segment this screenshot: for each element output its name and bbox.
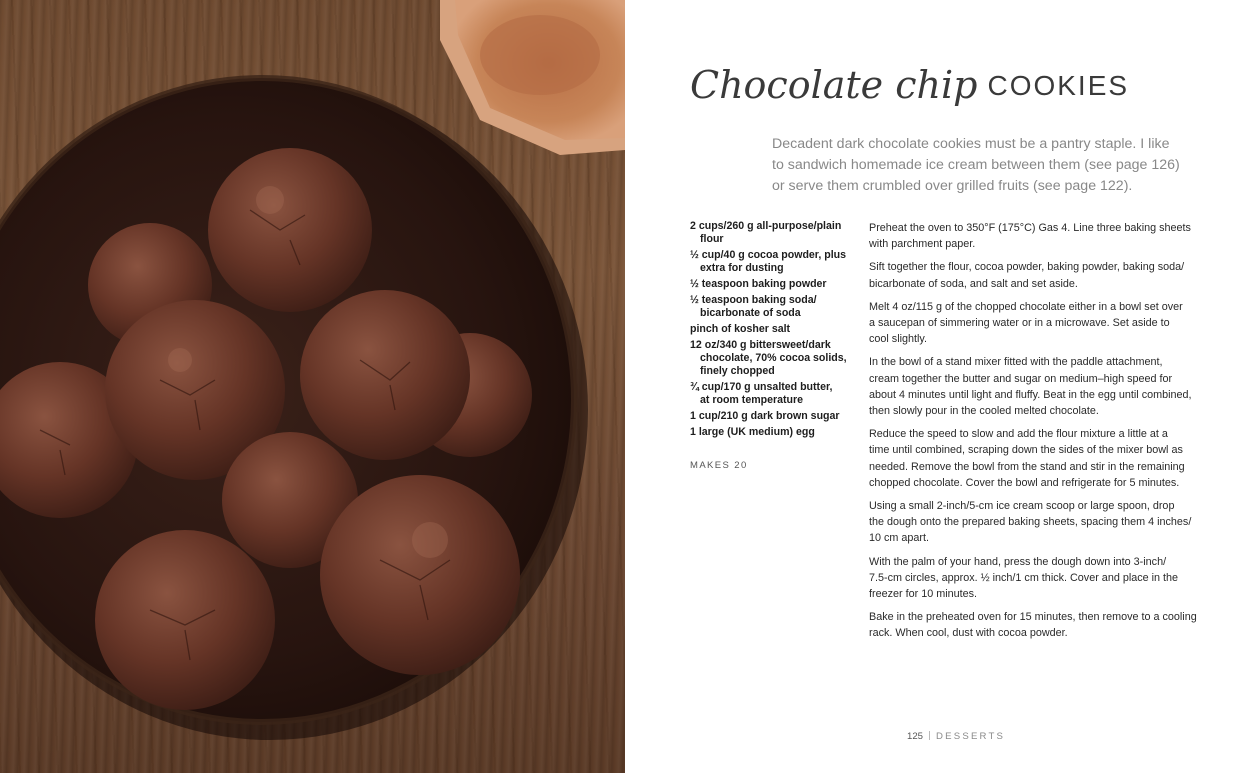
ingredient-item (690, 410, 860, 423)
method-line: with parchment paper. (869, 238, 976, 251)
ingredient-line: 12 oz/340 g bittersweet/dark (690, 339, 831, 351)
recipe-intro (772, 134, 1192, 197)
method-step (869, 354, 1219, 419)
ingredient-line: extra for dusting (700, 262, 784, 274)
method-steps (869, 220, 1219, 649)
method-line: Using a small 2-inch/5-cm ice cream scoop or large spoon, drop (869, 500, 1175, 513)
method-line: then slowly pour in the cooled melted chocolate. (869, 405, 1099, 418)
ingredient-line: ¾ cup/170 g unsalted butter, (690, 381, 833, 393)
ingredient-line: pinch of kosher salt (690, 323, 791, 335)
method-line: about 4 minutes until light and fluffy. Beat in the egg until combined, (869, 388, 1192, 401)
ingredient-item (690, 278, 860, 291)
method-line: 10 cm apart. (869, 532, 930, 545)
method-step (869, 259, 1219, 291)
section-name: DESSERTS (936, 731, 1006, 742)
ingredient-line: ½ cup/40 g cocoa powder, plus (690, 249, 847, 261)
ingredient-line: ½ teaspoon baking powder (690, 278, 827, 290)
method-step (869, 498, 1219, 547)
method-line: In the bowl of a stand mixer fitted with the paddle attachment, (869, 356, 1163, 369)
ingredient-list (690, 220, 860, 442)
ingredient-item (690, 294, 860, 320)
ingredient-line: 1 large (UK medium) egg (690, 426, 815, 438)
ingredient-line: 1 cup/210 g dark brown sugar (690, 410, 840, 422)
method-step (869, 609, 1219, 641)
method-step (869, 299, 1219, 348)
recipe-title-caps: COOKIES (987, 70, 1130, 101)
method-line: Bake in the preheated oven for 15 minutes, then remove to a cooling (869, 611, 1197, 624)
method-step (869, 426, 1219, 491)
method-line: Sift together the flour, cocoa powder, baking powder, baking soda/ (869, 261, 1185, 274)
ingredient-line: finely chopped (700, 365, 775, 377)
method-line: chopped chocolate. Cover the bowl and refrigerate for 5 minutes. (869, 476, 1180, 489)
method-line: a saucepan of simmering water or in a microwave. Set aside to (869, 317, 1170, 330)
yield-label: MAKES 20 (690, 460, 748, 471)
ingredient-item (690, 220, 860, 246)
ingredient-line: ½ teaspoon baking soda/ (690, 294, 817, 306)
ingredient-line: 2 cups/260 g all-purpose/plain (690, 220, 842, 232)
method-line: cream together the butter and sugar on medium–high speed for (869, 372, 1173, 385)
method-line: the dough onto the prepared baking sheets, spacing them 4 inches/ (869, 516, 1192, 529)
ingredient-item (690, 339, 860, 378)
method-line: rack. When cool, dust with cocoa powder. (869, 627, 1068, 640)
method-line: freezer for 10 minutes. (869, 588, 978, 601)
cocoa-dish (440, 0, 625, 155)
method-line: bicarbonate of soda, and salt and set aside. (869, 277, 1078, 290)
method-line: Reduce the speed to slow and add the flour mixture a little at a (869, 428, 1168, 441)
method-line: Preheat the oven to 350°F (175°C) Gas 4. Line three baking sheets (869, 222, 1191, 234)
ingredient-item (690, 426, 860, 439)
ingredient-item (690, 249, 860, 275)
method-line: needed. Remove the bowl from the stand and stir in the remaining (869, 460, 1185, 473)
method-line: 7.5-cm circles, approx. ½ inch/1 cm thick. Cover and place in the (869, 571, 1179, 584)
ingredient-item (690, 381, 860, 407)
ingredient-line: at room temperature (700, 394, 804, 406)
method-step (869, 554, 1219, 603)
ingredient-line: flour (700, 233, 724, 245)
intro-line: Decadent dark chocolate cookies must be a pantry staple. I like (772, 136, 1170, 152)
intro-line: to sandwich homemade ice cream between them (see page 126) (772, 157, 1180, 173)
method-line: With the palm of your hand, press the dough down into 3-inch/ (869, 555, 1167, 568)
intro-line: or serve them crumbled over grilled fruits (see page 122). (772, 178, 1133, 194)
method-step (869, 220, 1219, 252)
page-number: 125 (907, 731, 924, 742)
method-line: time until combined, scraping down the sides of the mixer bowl as (869, 444, 1183, 457)
ingredient-line: chocolate, 70% cocoa solids, (700, 352, 847, 364)
method-line: cool slightly. (869, 333, 928, 346)
recipe-title (690, 63, 1130, 107)
page-footer (907, 731, 1005, 742)
recipe-title-script: Chocolate chip (690, 63, 978, 107)
ingredient-line: bicarbonate of soda (700, 307, 801, 319)
method-line: Melt 4 oz/115 g of the chopped chocolate either in a bowl set over (869, 300, 1183, 313)
ingredient-item (690, 323, 860, 336)
footer-divider (929, 731, 930, 740)
